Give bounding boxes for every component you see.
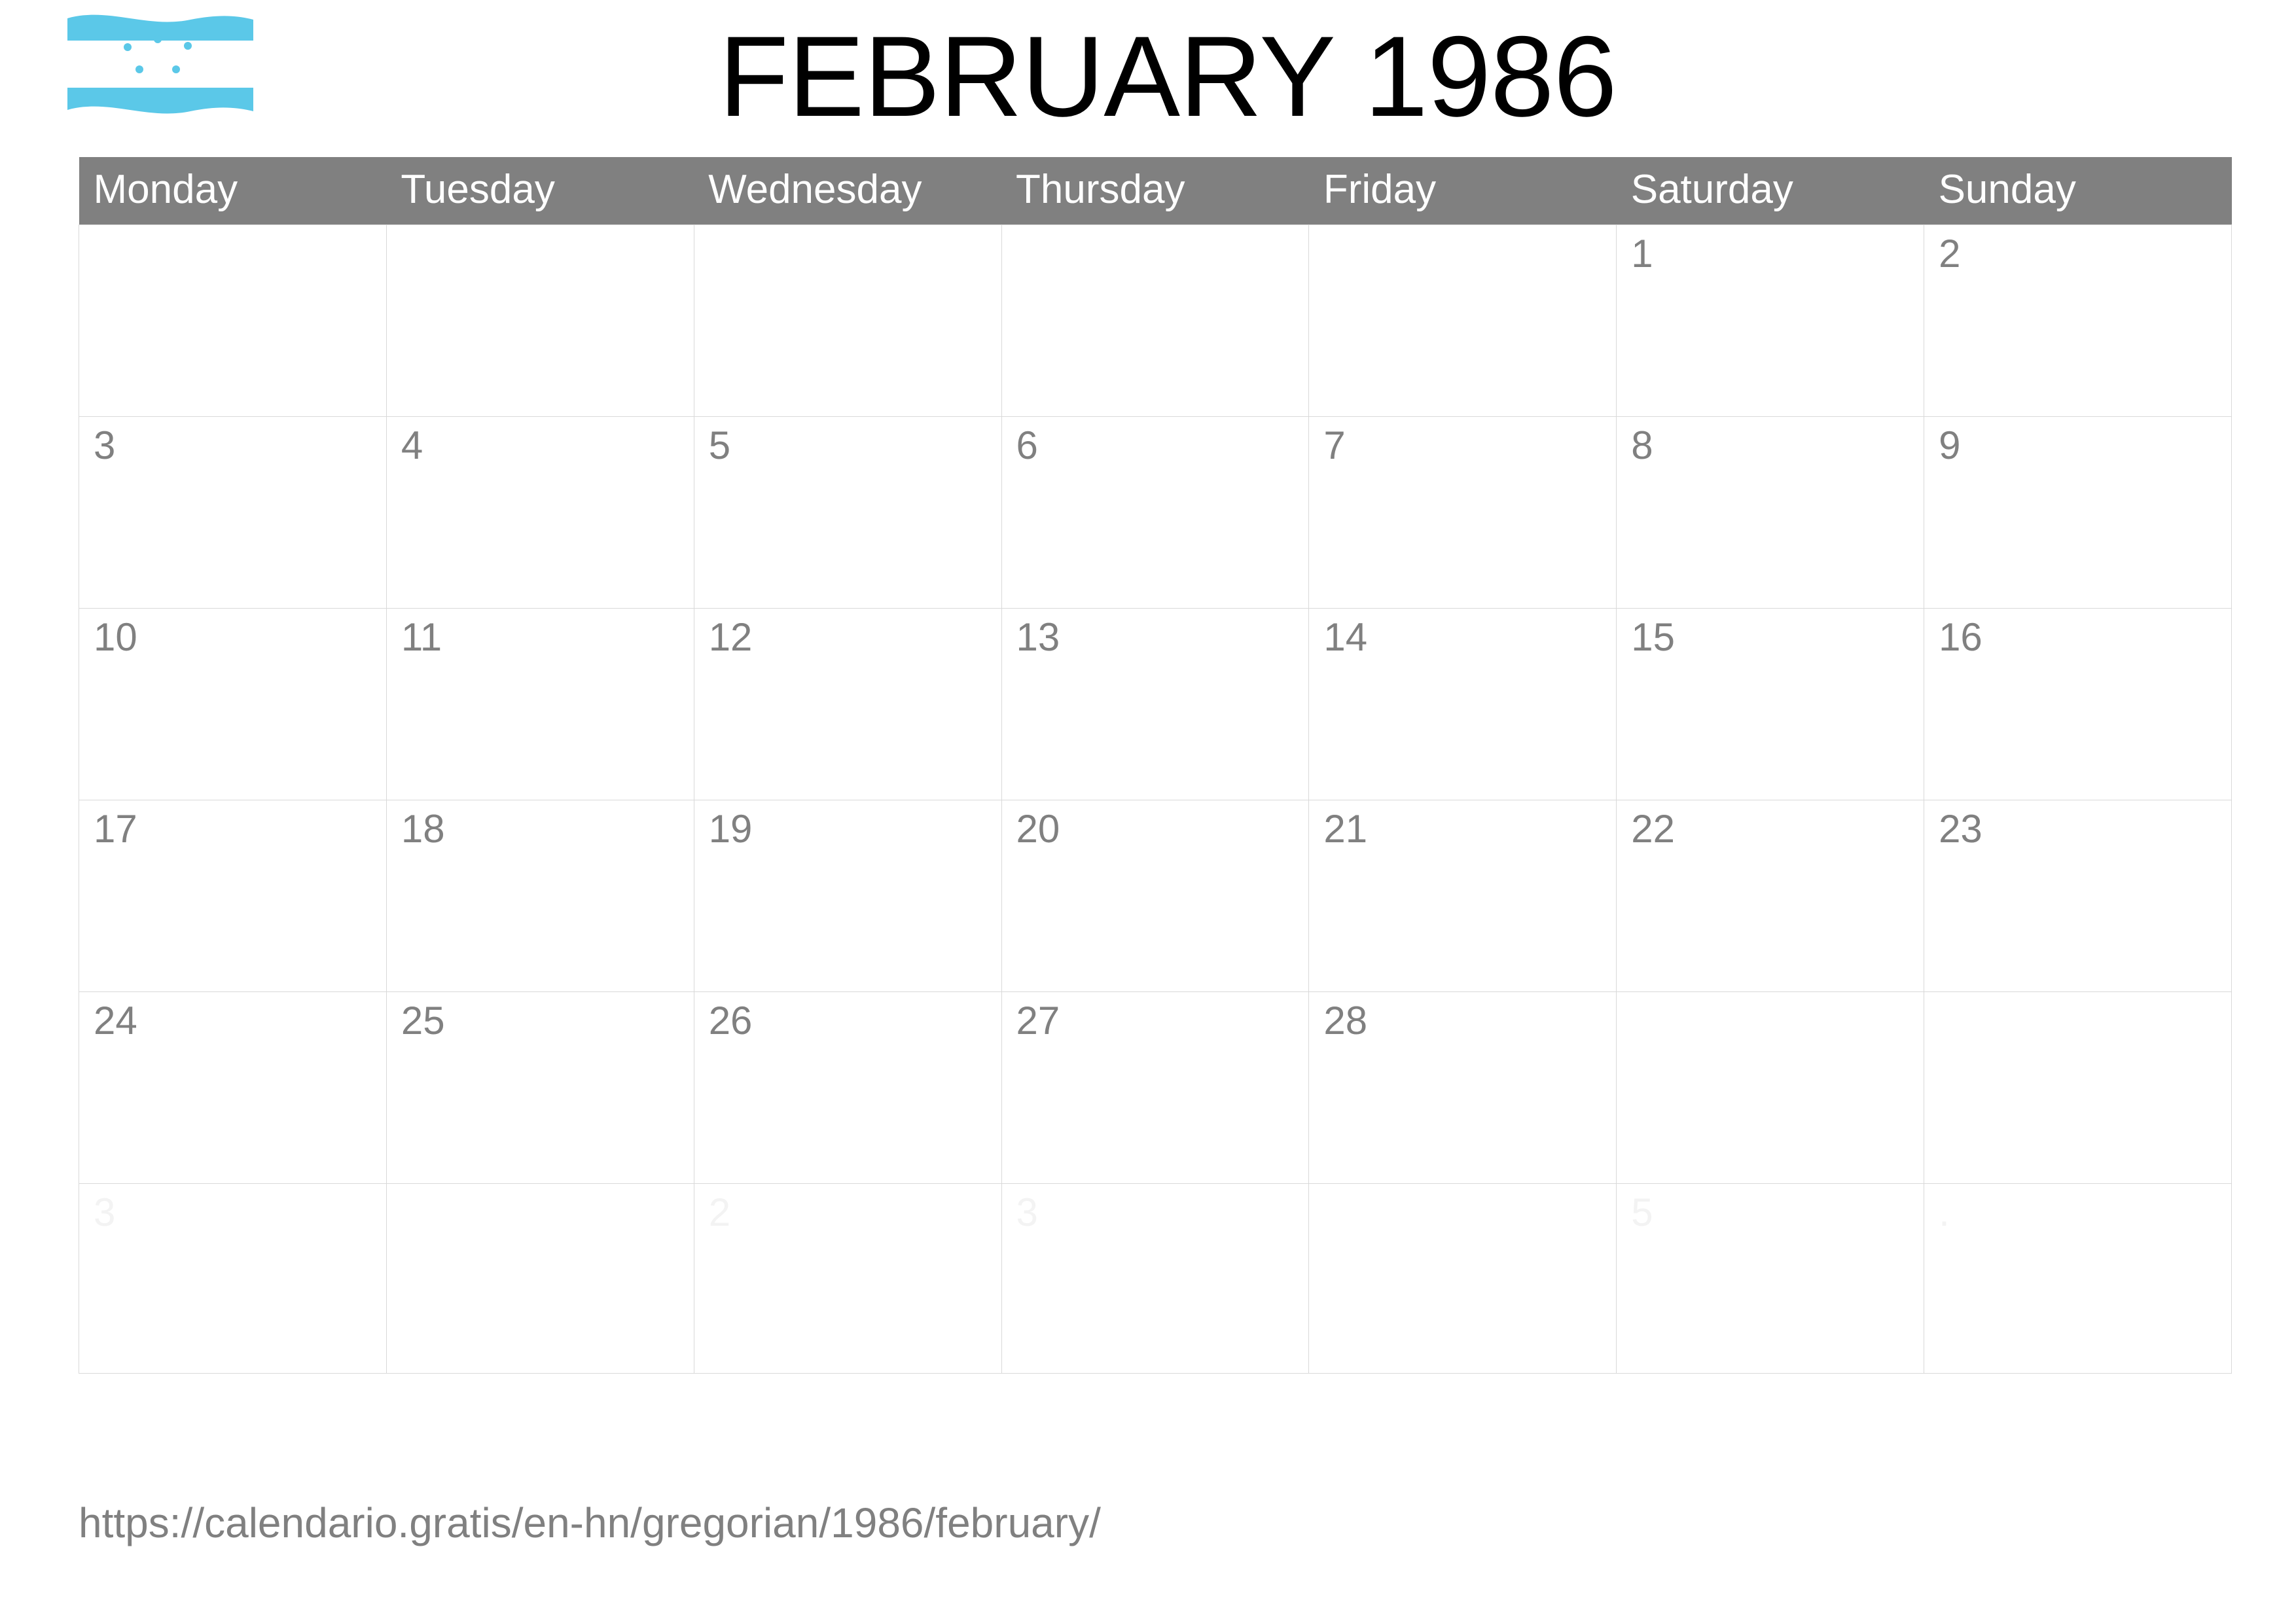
- calendar-week-row: [79, 417, 2232, 609]
- page-header: [0, 0, 2296, 154]
- calendar-day-cell[interactable]: [1001, 992, 1309, 1184]
- weekday-header-sunday: Sunday: [1924, 157, 2232, 225]
- day-number: 12: [708, 615, 753, 659]
- calendar-day-cell[interactable]: [1001, 225, 1309, 417]
- calendar-day-cell[interactable]: [1924, 225, 2232, 417]
- day-number: 20: [1016, 807, 1060, 851]
- day-number: 9: [1939, 423, 1961, 467]
- day-number: 2: [708, 1190, 731, 1234]
- calendar-day-cell[interactable]: [1309, 609, 1617, 800]
- day-number: 7: [1323, 423, 1346, 467]
- calendar-day-cell[interactable]: [694, 1184, 1001, 1374]
- day-number: 28: [1323, 999, 1368, 1043]
- weekday-header-row: [79, 157, 2232, 225]
- calendar-day-cell[interactable]: [386, 992, 694, 1184]
- calendar-day-cell[interactable]: [694, 225, 1001, 417]
- day-number: 3: [94, 1190, 116, 1234]
- day-number: 22: [1631, 807, 1675, 851]
- day-number: 2: [1939, 232, 1961, 276]
- weekday-header-monday: Monday: [79, 157, 387, 225]
- day-number: 27: [1016, 999, 1060, 1043]
- day-number: 8: [1631, 423, 1653, 467]
- calendar-week-row: [79, 992, 2232, 1184]
- calendar-day-cell[interactable]: [1309, 800, 1617, 992]
- day-number: 5: [1631, 1190, 1653, 1234]
- calendar-day-cell[interactable]: [1617, 992, 1924, 1184]
- calendar-day-cell[interactable]: [1617, 417, 1924, 609]
- calendar-day-cell[interactable]: [1309, 417, 1617, 609]
- day-number: 24: [94, 999, 137, 1043]
- calendar-day-cell[interactable]: [79, 992, 387, 1184]
- calendar-day-cell[interactable]: [386, 225, 694, 417]
- calendar-day-cell[interactable]: [1617, 800, 1924, 992]
- day-number: 15: [1631, 615, 1675, 659]
- day-number: 5: [708, 423, 731, 467]
- page-title: FEBRUARY 1986: [719, 13, 1617, 141]
- calendar-day-cell[interactable]: [79, 609, 387, 800]
- calendar-day-cell[interactable]: [694, 992, 1001, 1184]
- day-number: 25: [401, 999, 445, 1043]
- day-number: 14: [1323, 615, 1368, 659]
- day-number: 13: [1016, 615, 1060, 659]
- calendar-day-cell[interactable]: [1001, 800, 1309, 992]
- weekday-header-saturday: Saturday: [1617, 157, 1924, 225]
- day-number: 6: [1016, 423, 1038, 467]
- day-number: 21: [1323, 807, 1368, 851]
- calendar-day-cell[interactable]: [1001, 1184, 1309, 1374]
- calendar-day-cell[interactable]: [79, 417, 387, 609]
- source-url[interactable]: https://calendario.gratis/en-hn/gregorian/1986/february/: [79, 1499, 1101, 1546]
- calendar-day-cell[interactable]: [694, 800, 1001, 992]
- day-number: 1: [1631, 232, 1653, 276]
- day-number: 17: [94, 807, 137, 851]
- calendar-day-cell[interactable]: [1001, 609, 1309, 800]
- calendar-day-cell[interactable]: [694, 417, 1001, 609]
- day-number: 10: [94, 615, 137, 659]
- weekday-header-friday: Friday: [1309, 157, 1617, 225]
- day-number: 3: [1016, 1190, 1038, 1234]
- calendar-day-cell[interactable]: [1617, 609, 1924, 800]
- calendar-day-cell[interactable]: [386, 417, 694, 609]
- calendar-day-cell[interactable]: [1924, 800, 2232, 992]
- calendar-day-cell[interactable]: [386, 1184, 694, 1374]
- calendar-grid: [79, 157, 2232, 1374]
- calendar-week-row-trailing: [79, 1184, 2232, 1374]
- calendar-day-cell[interactable]: [694, 609, 1001, 800]
- weekday-header-wednesday: Wednesday: [694, 157, 1001, 225]
- weekday-header-tuesday: Tuesday: [386, 157, 694, 225]
- day-number: 3: [94, 423, 116, 467]
- calendar-day-cell[interactable]: [1924, 992, 2232, 1184]
- calendar-day-cell[interactable]: [386, 609, 694, 800]
- day-number: .: [1939, 1190, 1950, 1234]
- calendar-day-cell[interactable]: [1617, 225, 1924, 417]
- day-number: 19: [708, 807, 753, 851]
- day-number: 23: [1939, 807, 1982, 851]
- calendar-day-cell[interactable]: [1309, 225, 1617, 417]
- calendar-day-cell[interactable]: [79, 800, 387, 992]
- calendar-day-cell[interactable]: [1924, 609, 2232, 800]
- day-number: 18: [401, 807, 445, 851]
- calendar-day-cell[interactable]: [1924, 1184, 2232, 1374]
- weekday-header-thursday: Thursday: [1001, 157, 1309, 225]
- day-number: 26: [708, 999, 753, 1043]
- calendar-day-cell[interactable]: [79, 1184, 387, 1374]
- calendar-day-cell[interactable]: [1309, 992, 1617, 1184]
- calendar-day-cell[interactable]: [1001, 417, 1309, 609]
- calendar-week-row: [79, 225, 2232, 417]
- honduras-flag-icon: [62, 7, 259, 134]
- calendar-week-row: [79, 609, 2232, 800]
- calendar-day-cell[interactable]: [1309, 1184, 1617, 1374]
- day-number: 11: [401, 615, 442, 659]
- day-number: 4: [401, 423, 423, 467]
- calendar-day-cell[interactable]: [386, 800, 694, 992]
- day-number: 16: [1939, 615, 1982, 659]
- calendar-day-cell[interactable]: [79, 225, 387, 417]
- calendar-week-row: [79, 800, 2232, 992]
- calendar-day-cell[interactable]: [1924, 417, 2232, 609]
- calendar-day-cell[interactable]: [1617, 1184, 1924, 1374]
